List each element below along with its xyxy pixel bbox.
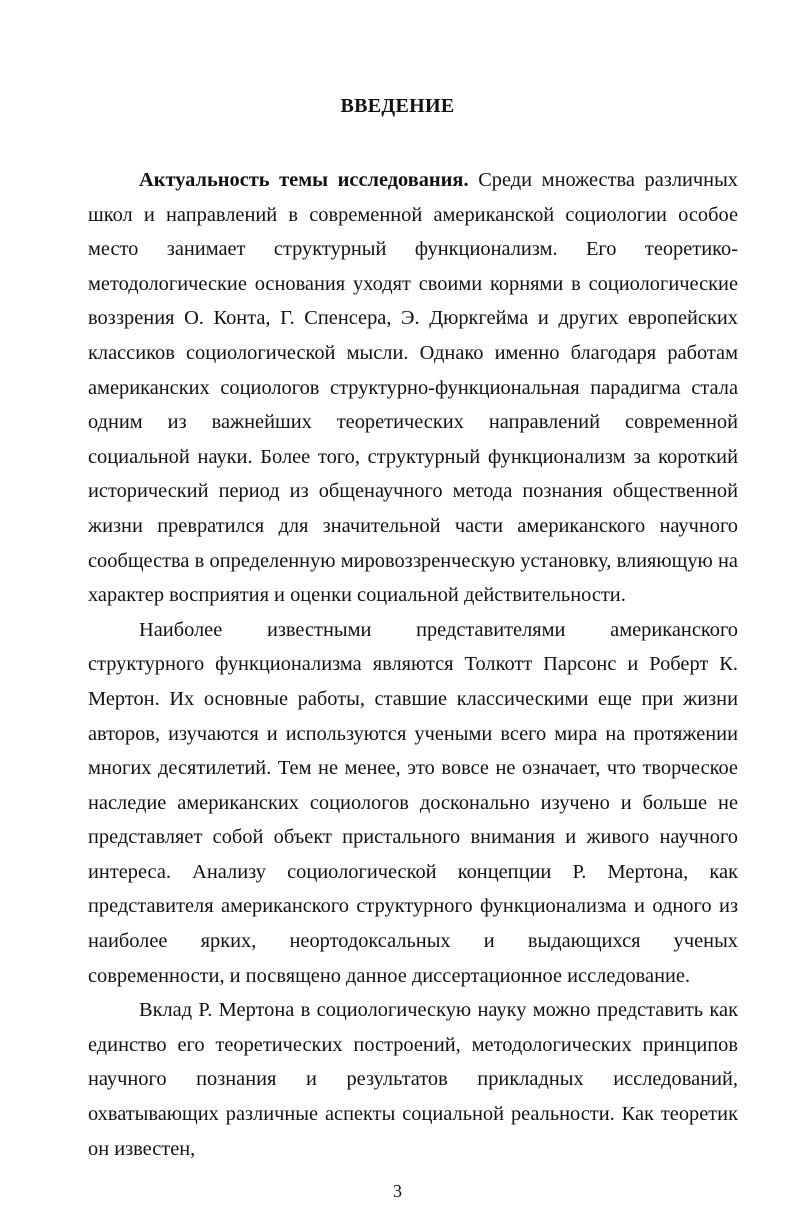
section-heading: ВВЕДЕНИЕ — [340, 95, 455, 117]
body-text — [88, 163, 738, 1166]
paragraph-contribution — [88, 993, 738, 1166]
paragraph-lead: Актуальность темы исследования. — [139, 169, 469, 191]
paragraph-text: Наиболее известными представителями американского структурного функционализма являются Толкотт Парсонс и Роберт К. Мертон. Их основные работы, ставшие классическими еще при жизни авторов, изучаются и используются учеными всего мира на протяжении многих десятилетий. Тем не менее, это вовсе не означает, что творческое наследие американских социологов досконально изучено и больше не представляет собой объект пристального внимания и живого научного интереса. Анализу социологической концепции Р. Мертона, как представителя американского структурного функционализма и одного из наиболее ярких, неортодоксальных и выдающихся ученых современности, и посвящено данное диссертационное исследование. — [88, 618, 738, 987]
paragraph-text: Вклад Р. Мертона в социологическую науку можно представить как единство его теоретических построений, методологических принципов научного познания и результатов прикладных исследований, охватывающих различные аспекты социальной реальности. Как теоретик он известен, — [88, 999, 738, 1160]
paragraph-representatives — [88, 613, 738, 994]
paragraph-relevance — [88, 163, 738, 613]
page-number: 3 — [393, 1181, 402, 1201]
paragraph-text: Среди множества различных школ и направлений в современной американской социологии особое место занимает структурный функционализм. Его теоретико-методологические основания уходят своими корнями в социологические воззрения О. Конта, Г. Спенсера, Э. Дюркгейма и других европейских классиков социологической мысли. Однако именно благодаря работам американских социологов структурно-функциональная парадигма стала одним из важнейших теоретических направлений современной социальной науки. Более того, структурный функционализм за короткий исторический период из общенаучного метода познания общественной жизни превратился для значительной части американского научного сообщества в определенную мировоззренческую установку, влияющую на характер восприятия и оценки социальной действительности. — [88, 169, 738, 607]
